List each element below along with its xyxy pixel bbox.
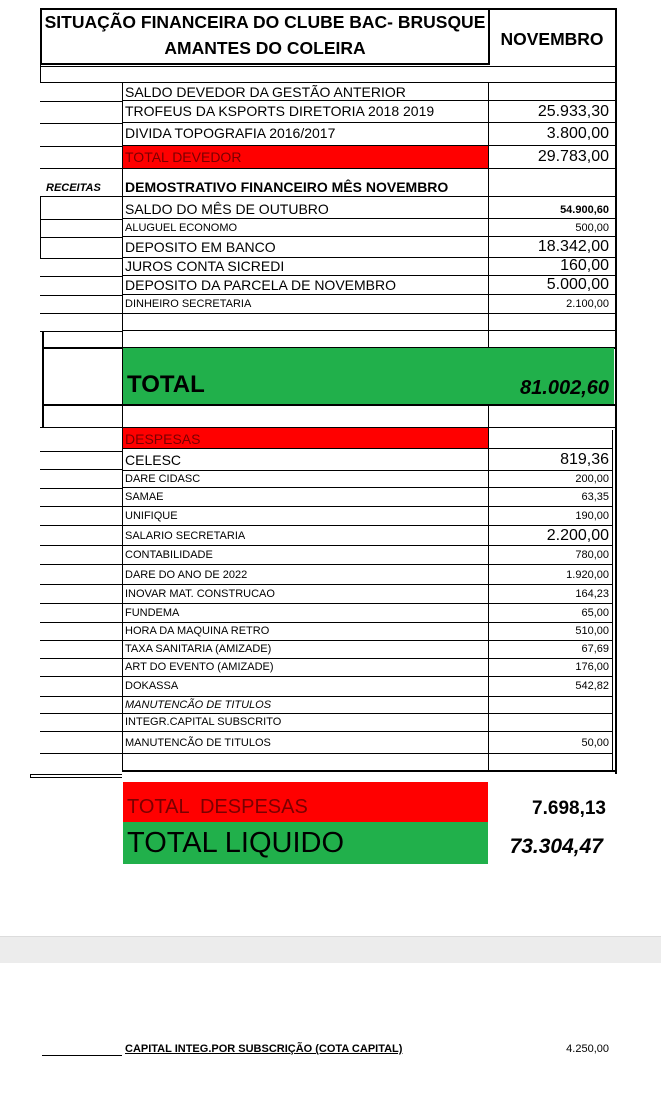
- expense-row-label: ART DO EVENTO (AMIZADE): [125, 661, 274, 673]
- header-top-border: [40, 8, 617, 10]
- total-expenses-label: TOTAL DESPESAS: [127, 796, 308, 818]
- income-row-label: DEPOSITO EM BANCO: [125, 239, 276, 255]
- month-header: NOVEMBRO: [500, 29, 604, 49]
- total-debt-value: 29.783,00: [537, 148, 609, 165]
- total-debt-label: TOTAL DEVEDOR: [125, 149, 242, 165]
- income-row-value: 5.000,00: [546, 276, 609, 293]
- income-row-value: 18.342,00: [537, 238, 609, 255]
- expenses-heading: DESPESAS: [125, 431, 201, 447]
- income-row-label: JUROS CONTA SICREDI: [125, 258, 285, 274]
- expense-row-label: INTEGR.CAPITAL SUBSCRITO: [125, 716, 282, 728]
- income-row-label: DEPOSITO DA PARCELA DE NOVEMBRO: [125, 277, 396, 293]
- income-row-value: 500,00: [575, 222, 609, 234]
- expense-row-value: 2.200,00: [546, 527, 609, 544]
- expense-row-label: FUNDEMA: [125, 607, 180, 619]
- expense-row-value: 200,00: [575, 473, 609, 485]
- debt-row-label: SALDO DEVEDOR DA GESTÃO ANTERIOR: [125, 84, 406, 100]
- page-break: [0, 936, 661, 963]
- total-income-value: 81.002,60: [520, 377, 609, 399]
- income-row-label: ALUGUEL ECONOMO: [125, 222, 238, 234]
- income-heading: DEMOSTRATIVO FINANCEIRO MÊS NOVEMBRO: [125, 179, 449, 195]
- expense-row-label: DARE CIDASC: [125, 473, 201, 485]
- income-row-value: 160,00: [560, 257, 609, 274]
- income-row-value: 54.900,60: [560, 204, 609, 216]
- expense-row-value: 50,00: [581, 737, 609, 749]
- expense-row-value: 542,82: [575, 680, 609, 692]
- debt-row-label: TROFEUS DA KSPORTS DIRETORIA 2018 2019: [125, 103, 435, 119]
- expense-row-label: DARE DO ANO DE 2022: [125, 569, 248, 581]
- income-row-label: DINHEIRO SECRETARIA: [125, 298, 252, 310]
- expense-row-value: 67,69: [581, 643, 609, 655]
- header-bottom-border: [40, 63, 490, 65]
- total-income-label: TOTAL: [127, 371, 205, 398]
- expense-row-label: CELESC: [125, 452, 182, 468]
- expense-row-value: 819,36: [560, 451, 609, 468]
- expense-row-value: 780,00: [575, 549, 609, 561]
- capital-value: 4.250,00: [566, 1043, 609, 1055]
- income-row-value: 2.100,00: [566, 298, 609, 310]
- debt-row-label: DIVIDA TOPOGRAFIA 2016/2017: [125, 125, 336, 141]
- expense-row-value: 1.920,00: [566, 569, 609, 581]
- expense-row-value: 510,00: [575, 625, 609, 637]
- expense-row-label: UNIFIQUE: [125, 510, 178, 522]
- total-expenses-value: 7.698,13: [532, 798, 606, 819]
- expense-row-label: MANUTENCÃO DE TITULOS: [125, 699, 272, 711]
- debt-row-value: 3.800,00: [546, 125, 609, 142]
- expense-row-value: 190,00: [575, 510, 609, 522]
- expense-row-label: CONTABILIDADE: [125, 549, 213, 561]
- capital-label: CAPITAL INTEG.POR SUBSCRIÇÃO (COTA CAPITAL): [125, 1043, 403, 1055]
- expense-row-value: 164,23: [575, 588, 609, 600]
- expense-row-label: HORA DA MAQUINA RETRO: [125, 625, 270, 637]
- expense-row-value: 65,00: [581, 607, 609, 619]
- income-row-label: SALDO DO MÊS DE OUTUBRO: [125, 201, 329, 217]
- expense-row-label: SAMAE: [125, 491, 164, 503]
- net-total-value: 73.304,47: [509, 835, 603, 858]
- expense-row-label: INOVAR MAT. CONSTRUCAO: [125, 588, 275, 600]
- receitas-label: RECEITAS: [46, 182, 101, 194]
- expense-row-label: MANUTENCÃO DE TITULOS: [125, 737, 271, 749]
- expense-row-label: DOKASSA: [125, 680, 179, 692]
- expense-row-label: TAXA SANITARIA (AMIZADE): [125, 643, 272, 655]
- report-title-line1: SITUAÇÃO FINANCEIRA DO CLUBE BAC- BRUSQUE: [44, 12, 486, 32]
- expense-row-label: SALARIO SECRETARIA: [125, 530, 246, 542]
- net-total-label: TOTAL LIQUIDO: [127, 827, 345, 859]
- expense-row-value: 63,35: [581, 491, 609, 503]
- report-title-line2: AMANTES DO COLEIRA: [164, 38, 366, 58]
- table-right-border: [615, 8, 617, 774]
- expense-row-value: 176,00: [575, 661, 609, 673]
- debt-row-value: 25.933,30: [537, 103, 609, 120]
